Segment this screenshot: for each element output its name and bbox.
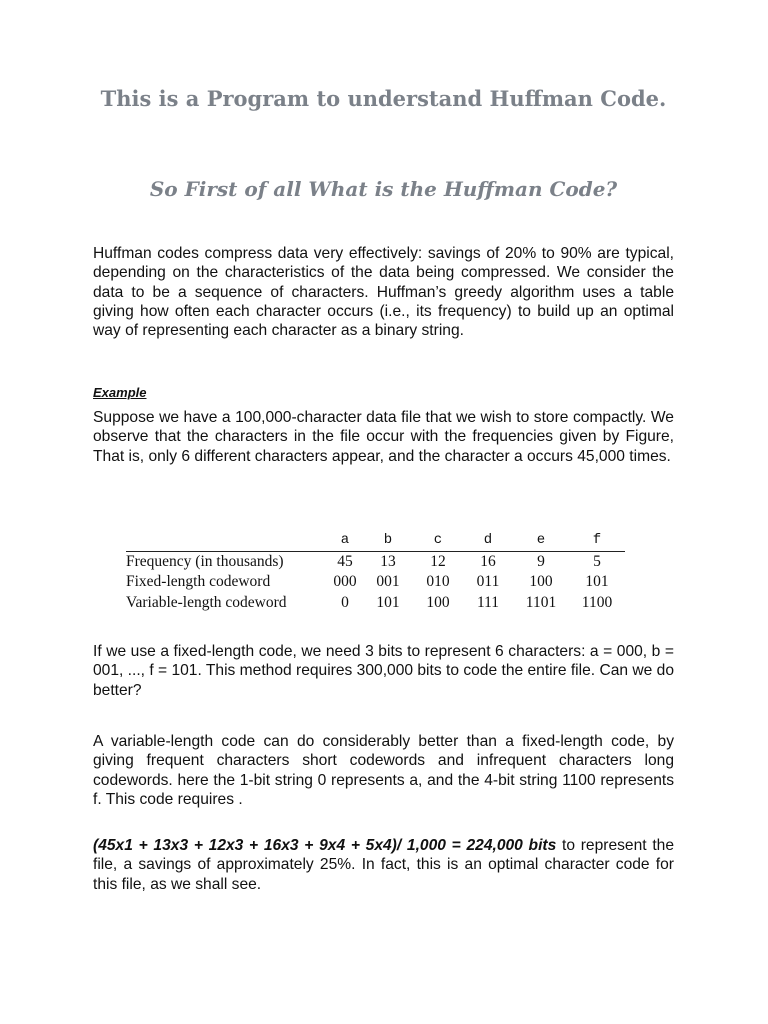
table-cell: 101 — [585, 573, 609, 590]
table-cell: 5 — [593, 552, 601, 570]
table-cell: 1101 — [525, 593, 557, 611]
table-cell: 001 — [376, 573, 400, 590]
table-cell: 111 — [476, 593, 500, 611]
table-cell: 16 — [480, 552, 496, 570]
conclusion-paragraph — [93, 836, 674, 894]
table-row-label: Fixed-length codeword — [126, 573, 271, 590]
table-cell: 45 — [337, 552, 353, 570]
table-header-empty — [126, 530, 327, 551]
codeword-table — [126, 530, 625, 613]
variable-length-paragraph: A variable-length code can do considerably better than a fixed-length code, by giving frequent characters short codewords and infrequent characters long codewords. here the 1-bit string 0 represents a, and the 4-bit string 1100 represents f. This code requires . — [93, 733, 674, 808]
table-cell: 12 — [430, 552, 446, 570]
table-cell: 011 — [476, 573, 500, 590]
page-title: This is a Program to understand Huffman Code. — [100, 86, 667, 111]
table-header-cell: c — [413, 530, 463, 551]
table-cell: 010 — [426, 573, 450, 590]
intro-paragraph: Huffman codes compress data very effectively: savings of 20% to 90% are typical, depending on the characteristics of the data being compressed. We consider the data to be a sequence of characters. Huffman’s greedy algorithm uses a table giving how often each character occurs (i.e., its frequency) to build up an optimal way of representing each character as a binary string. — [93, 245, 674, 340]
table-header-cell: f — [569, 530, 625, 551]
table-cell: 13 — [380, 552, 396, 570]
table-row — [126, 551, 625, 572]
table-cell: 0 — [341, 593, 349, 611]
table-cell: 101 — [376, 593, 400, 611]
table-row-label: Variable-length codeword — [126, 593, 287, 611]
table-cell: 000 — [333, 573, 357, 590]
table-header-cell: b — [363, 530, 413, 551]
table-row — [126, 572, 625, 593]
table-header-row — [126, 530, 625, 551]
table-cell: 1100 — [581, 593, 613, 611]
fixed-length-paragraph: If we use a fixed-length code, we need 3 bits to represent 6 characters: a = 000, b = 001, ..., f = 101. This method requires 300,000 bits to code the entire file. Can we do better? — [93, 643, 674, 699]
table-cell: 100 — [426, 593, 450, 611]
bit-count-formula: (45x1 + 13x3 + 12x3 + 16x3 + 9x4 + 5x4)/ 1,000 = 224,000 bits — [93, 837, 557, 854]
table-header-cell: d — [463, 530, 513, 551]
table-header-cell: e — [513, 530, 569, 551]
example-heading: Example — [93, 385, 147, 400]
table-cell: 9 — [537, 552, 545, 570]
page-subtitle: So First of all What is the Huffman Code? — [149, 177, 618, 201]
example-paragraph: Suppose we have a 100,000-character data file that we wish to store compactly. We observe that the characters in the file occur with the frequencies given by Figure, That is, only 6 different characters appear, and the character a occurs 45,000 times. — [93, 409, 674, 465]
table-row — [126, 593, 625, 614]
conclusion-text: to represent the file, a savings of approximately 25%. In fact, this is an optimal character code for this file, as we shall see. — [93, 837, 675, 893]
table-header-cell: a — [327, 530, 363, 551]
table-row-label: Frequency (in thousands) — [126, 552, 284, 570]
table-cell: 100 — [529, 573, 553, 590]
